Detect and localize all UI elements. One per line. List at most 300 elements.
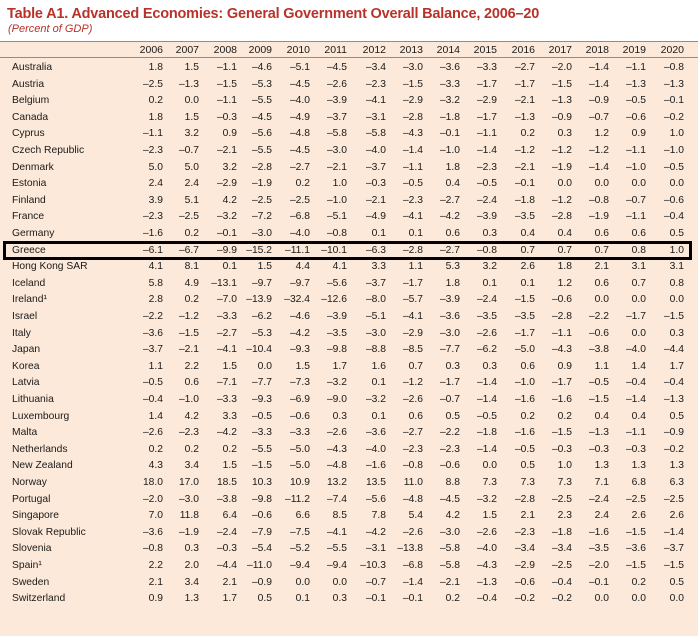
value-cell: –1.5 <box>178 327 199 339</box>
value-cell: –2.7 <box>514 62 535 73</box>
value-cell: –1.4 <box>625 394 646 405</box>
value-cell: –4.2 <box>289 327 310 339</box>
value-cell: –1.4 <box>588 62 609 73</box>
table-row <box>0 325 698 342</box>
value-cell: –1.0 <box>514 377 535 389</box>
value-cell: 3.9 <box>148 194 163 206</box>
value-cell: –3.0 <box>178 493 199 505</box>
value-cell: 3.2 <box>222 161 237 173</box>
value-cell: 1.5 <box>184 62 199 73</box>
value-cell: 10.9 <box>289 477 310 488</box>
value-cell: 0.5 <box>669 410 684 422</box>
value-cell: –2.7 <box>439 194 460 206</box>
value-cell: –0.7 <box>178 145 199 156</box>
value-cell: –2.1 <box>178 344 199 356</box>
table-row <box>0 308 698 325</box>
value-cell: –0.3 <box>216 543 237 555</box>
value-cell: –0.6 <box>289 410 310 422</box>
value-cell: 0.0 <box>594 178 609 190</box>
value-cell: –1.4 <box>588 78 609 90</box>
value-cell: –6.8 <box>289 211 310 223</box>
value-cell: –3.4 <box>365 62 386 73</box>
value-cell: –9.0 <box>326 394 347 405</box>
value-cell: –3.6 <box>439 62 460 73</box>
value-cell: –1.7 <box>402 277 423 289</box>
value-cell: 1.3 <box>184 593 199 605</box>
value-cell: 0.2 <box>631 576 646 588</box>
value-cell: –2.3 <box>142 211 163 223</box>
value-cell: –6.3 <box>365 244 386 256</box>
value-cell: –3.3 <box>216 394 237 405</box>
value-cell: 5.0 <box>148 161 163 173</box>
value-cell: 0.6 <box>184 377 199 389</box>
value-cell: –2.5 <box>289 194 310 206</box>
country-name: Portugal <box>12 493 51 505</box>
value-cell: 3.2 <box>184 128 199 140</box>
country-name: Belgium <box>12 95 50 107</box>
value-cell: 0.7 <box>557 244 572 256</box>
value-cell: –0.4 <box>142 394 163 405</box>
value-cell: 1.5 <box>184 111 199 123</box>
value-cell: –3.5 <box>476 311 497 322</box>
value-cell: 0.0 <box>257 360 272 372</box>
value-cell: –3.3 <box>289 427 310 439</box>
value-cell: –0.8 <box>588 194 609 206</box>
value-cell: –1.1 <box>625 62 646 73</box>
value-cell: –3.2 <box>216 211 237 223</box>
country-name: Iceland <box>12 277 46 289</box>
value-cell: 0.1 <box>295 593 310 605</box>
value-cell: –1.4 <box>663 526 684 538</box>
value-cell: 7.1 <box>594 477 609 488</box>
value-cell: –2.2 <box>439 427 460 439</box>
value-cell: –0.4 <box>625 377 646 389</box>
value-cell: –1.7 <box>476 111 497 123</box>
value-cell: 1.1 <box>148 360 163 372</box>
value-cell: –3.2 <box>365 394 386 405</box>
value-cell: –0.6 <box>625 111 646 123</box>
table-row <box>0 92 698 109</box>
value-cell: 1.1 <box>594 360 609 372</box>
value-cell: –1.5 <box>588 394 609 405</box>
value-cell: 8.1 <box>184 261 199 273</box>
value-cell: 0.3 <box>332 410 347 422</box>
value-cell: –1.3 <box>514 111 535 123</box>
value-cell: 3.2 <box>482 261 497 273</box>
value-cell: 5.3 <box>445 261 460 273</box>
value-cell: 3.3 <box>222 410 237 422</box>
value-cell: –2.5 <box>551 493 572 505</box>
value-cell: 0.3 <box>332 593 347 605</box>
value-cell: –2.7 <box>216 327 237 339</box>
table-row <box>0 142 698 159</box>
value-cell: –3.0 <box>365 327 386 339</box>
value-cell: –1.7 <box>551 377 572 389</box>
table-row <box>0 524 698 541</box>
value-cell: 1.6 <box>371 360 386 372</box>
value-cell: –7.7 <box>251 377 272 389</box>
country-name: Czech Republic <box>12 145 85 156</box>
value-cell: –2.6 <box>142 427 163 439</box>
value-cell: –2.3 <box>178 427 199 439</box>
value-cell: 2.1 <box>148 576 163 588</box>
value-cell: –4.3 <box>402 128 423 140</box>
value-cell: 0.1 <box>482 277 497 289</box>
value-cell: –3.3 <box>216 311 237 322</box>
value-cell: 0.2 <box>222 443 237 455</box>
value-cell: –8.0 <box>365 294 386 306</box>
country-name: Germany <box>12 228 55 239</box>
value-cell: 0.5 <box>669 228 684 239</box>
value-cell: –1.2 <box>551 145 572 156</box>
value-cell: 1.7 <box>332 360 347 372</box>
value-cell: 0.0 <box>557 178 572 190</box>
value-cell: –8.5 <box>402 344 423 356</box>
value-cell: –2.8 <box>551 211 572 223</box>
table-row <box>0 507 698 524</box>
value-cell: –2.9 <box>402 95 423 107</box>
value-cell: –1.9 <box>178 526 199 538</box>
value-cell: –1.2 <box>551 194 572 206</box>
value-cell: –1.1 <box>216 62 237 73</box>
year-header-cell: 2008 <box>213 44 237 56</box>
value-cell: –0.5 <box>476 410 497 422</box>
value-cell: –1.0 <box>439 145 460 156</box>
value-cell: –0.5 <box>251 410 272 422</box>
value-cell: 13.2 <box>326 477 347 488</box>
value-cell: –3.9 <box>326 311 347 322</box>
country-name: Lithuania <box>12 394 54 405</box>
value-cell: –0.3 <box>551 443 572 455</box>
value-cell: –1.0 <box>625 161 646 173</box>
value-cell: –1.3 <box>625 78 646 90</box>
value-cell: –2.9 <box>476 95 497 107</box>
value-cell: 1.3 <box>631 460 646 472</box>
country-name: Ireland¹ <box>12 294 47 306</box>
value-cell: –1.1 <box>476 128 497 140</box>
value-cell: 0.4 <box>445 178 460 190</box>
value-cell: –13.9 <box>246 294 272 306</box>
value-cell: 4.3 <box>148 460 163 472</box>
value-cell: –1.7 <box>476 78 497 90</box>
value-cell: 0.6 <box>408 410 423 422</box>
value-cell: –2.1 <box>514 161 535 173</box>
value-cell: –0.1 <box>365 593 386 605</box>
value-cell: –1.6 <box>551 394 572 405</box>
value-cell: –1.5 <box>625 560 646 571</box>
value-cell: 1.5 <box>295 360 310 372</box>
table-title: Table A1. Advanced Economies: General Government Overall Balance, 2006–20 <box>7 6 540 22</box>
value-cell: 11.0 <box>403 477 423 488</box>
value-cell: –0.4 <box>663 211 684 223</box>
value-cell: –1.3 <box>588 427 609 439</box>
value-cell: –1.4 <box>476 145 497 156</box>
value-cell: –2.3 <box>439 443 460 455</box>
value-cell: –4.4 <box>663 344 684 356</box>
value-cell: –4.2 <box>365 526 386 538</box>
value-cell: –1.3 <box>663 78 684 90</box>
country-name: Canada <box>12 111 49 123</box>
value-cell: –2.5 <box>178 211 199 223</box>
value-cell: –0.3 <box>216 111 237 123</box>
table-row <box>0 491 698 508</box>
value-cell: 0.2 <box>520 410 535 422</box>
value-cell: 3.1 <box>669 261 684 273</box>
value-cell: –0.2 <box>663 443 684 455</box>
value-cell: –0.4 <box>476 593 497 605</box>
value-cell: –1.2 <box>588 145 609 156</box>
value-cell: 1.0 <box>669 244 684 256</box>
value-cell: –3.4 <box>514 543 535 555</box>
value-cell: –3.6 <box>625 543 646 555</box>
value-cell: 0.4 <box>594 410 609 422</box>
value-cell: –1.3 <box>178 78 199 90</box>
value-cell: 4.4 <box>295 261 310 273</box>
value-cell: –1.0 <box>326 194 347 206</box>
value-cell: 7.3 <box>482 477 497 488</box>
value-cell: –0.7 <box>439 394 460 405</box>
value-cell: –0.5 <box>625 95 646 107</box>
year-header-cell: 2016 <box>511 44 535 56</box>
value-cell: –1.2 <box>514 145 535 156</box>
value-cell: –4.3 <box>551 344 572 356</box>
value-cell: 0.0 <box>332 576 347 588</box>
value-cell: –4.5 <box>251 111 272 123</box>
value-cell: 0.2 <box>557 410 572 422</box>
value-cell: –4.0 <box>365 443 386 455</box>
table-row <box>0 76 698 93</box>
value-cell: –15.2 <box>246 244 272 256</box>
year-header-cell: 2011 <box>324 44 347 56</box>
value-cell: –3.6 <box>365 427 386 439</box>
value-cell: –1.2 <box>402 377 423 389</box>
table-row <box>0 125 698 142</box>
value-cell: –0.9 <box>551 111 572 123</box>
value-cell: –1.9 <box>251 178 272 190</box>
value-cell: 1.0 <box>332 178 347 190</box>
value-cell: –1.1 <box>142 128 163 140</box>
value-cell: –1.5 <box>251 460 272 472</box>
country-name: Italy <box>12 327 31 339</box>
value-cell: 0.1 <box>520 277 535 289</box>
year-header-cell: 2020 <box>660 44 684 56</box>
value-cell: –2.4 <box>476 194 497 206</box>
value-cell: –0.6 <box>588 327 609 339</box>
table-row <box>0 291 698 308</box>
country-name: Latvia <box>12 377 40 389</box>
value-cell: –4.0 <box>476 543 497 555</box>
value-cell: –2.1 <box>216 145 237 156</box>
value-cell: 4.2 <box>222 194 237 206</box>
value-cell: –0.1 <box>588 576 609 588</box>
year-header-cell: 2012 <box>362 44 386 56</box>
value-cell: –1.7 <box>514 78 535 90</box>
value-cell: –7.7 <box>439 344 460 356</box>
value-cell: –3.3 <box>251 427 272 439</box>
value-cell: –3.9 <box>476 211 497 223</box>
value-cell: –0.8 <box>402 460 423 472</box>
country-name: Denmark <box>12 161 54 173</box>
value-cell: –4.1 <box>365 95 386 107</box>
value-cell: –0.5 <box>402 178 423 190</box>
value-cell: –1.7 <box>514 327 535 339</box>
year-header-cell: 2019 <box>622 44 646 56</box>
country-name: Estonia <box>12 178 47 190</box>
value-cell: –10.1 <box>321 244 347 256</box>
value-cell: 0.9 <box>222 128 237 140</box>
value-cell: –5.4 <box>251 543 272 555</box>
data-table <box>0 41 698 636</box>
value-cell: –0.8 <box>142 543 163 555</box>
value-cell: 0.5 <box>520 460 535 472</box>
value-cell: –2.0 <box>588 560 609 571</box>
value-cell: –5.5 <box>251 443 272 455</box>
value-cell: –6.9 <box>289 394 310 405</box>
value-cell: –3.0 <box>439 327 460 339</box>
value-cell: –2.6 <box>326 78 347 90</box>
value-cell: –4.0 <box>289 95 310 107</box>
value-cell: –12.6 <box>321 294 347 306</box>
value-cell: 1.0 <box>557 460 572 472</box>
value-cell: 0.2 <box>148 443 163 455</box>
table-row <box>0 59 698 76</box>
value-cell: –7.0 <box>216 294 237 306</box>
value-cell: –1.5 <box>551 427 572 439</box>
value-cell: 4.1 <box>332 261 347 273</box>
table-row <box>0 590 698 607</box>
value-cell: –0.3 <box>588 443 609 455</box>
country-name: Finland <box>12 194 46 206</box>
value-cell: –1.1 <box>402 161 423 173</box>
country-name: Switzerland <box>12 593 66 605</box>
value-cell: –1.7 <box>625 311 646 322</box>
table-row <box>0 258 698 275</box>
table-row <box>0 208 698 225</box>
value-cell: 0.9 <box>631 128 646 140</box>
value-cell: –2.3 <box>514 526 535 538</box>
table-row <box>0 557 698 574</box>
value-cell: –5.6 <box>326 277 347 289</box>
value-cell: –9.3 <box>289 344 310 356</box>
value-cell: –5.3 <box>251 78 272 90</box>
value-cell: 1.2 <box>594 128 609 140</box>
value-cell: 5.4 <box>408 510 423 522</box>
value-cell: 0.7 <box>520 244 535 256</box>
value-cell: –1.1 <box>625 145 646 156</box>
value-cell: 0.2 <box>184 294 199 306</box>
value-cell: –0.4 <box>663 377 684 389</box>
value-cell: –2.5 <box>251 194 272 206</box>
value-cell: –0.7 <box>365 576 386 588</box>
value-cell: –5.8 <box>439 543 460 555</box>
value-cell: –2.7 <box>439 244 460 256</box>
value-cell: –3.2 <box>326 377 347 389</box>
value-cell: –2.2 <box>142 311 163 322</box>
value-cell: –4.1 <box>326 526 347 538</box>
value-cell: 0.6 <box>594 277 609 289</box>
value-cell: 2.4 <box>594 510 609 522</box>
value-cell: 2.6 <box>669 510 684 522</box>
value-cell: –1.6 <box>514 427 535 439</box>
value-cell: –1.5 <box>663 560 684 571</box>
value-cell: 4.2 <box>184 410 199 422</box>
value-cell: 1.8 <box>148 111 163 123</box>
value-cell: –1.8 <box>514 194 535 206</box>
value-cell: 0.6 <box>631 228 646 239</box>
value-cell: –4.6 <box>251 62 272 73</box>
value-cell: –3.4 <box>551 543 572 555</box>
value-cell: –6.7 <box>178 244 199 256</box>
value-cell: –5.1 <box>365 311 386 322</box>
value-cell: –9.7 <box>251 277 272 289</box>
value-cell: –4.2 <box>216 427 237 439</box>
value-cell: –3.6 <box>142 526 163 538</box>
value-cell: –0.1 <box>402 593 423 605</box>
value-cell: –5.3 <box>251 327 272 339</box>
year-header-cell: 2013 <box>399 44 423 56</box>
value-cell: –4.1 <box>402 211 423 223</box>
value-cell: –5.8 <box>365 128 386 140</box>
table-subtitle: (Percent of GDP) <box>8 23 93 35</box>
value-cell: –11.0 <box>246 560 272 571</box>
table-row <box>0 457 698 474</box>
value-cell: –0.6 <box>251 510 272 522</box>
value-cell: 1.7 <box>669 360 684 372</box>
country-name: Singapore <box>12 510 59 522</box>
value-cell: –0.9 <box>663 427 684 439</box>
value-cell: –9.8 <box>251 493 272 505</box>
value-cell: 0.0 <box>295 576 310 588</box>
value-cell: 0.0 <box>631 327 646 339</box>
country-name: Sweden <box>12 576 50 588</box>
year-header-row <box>0 41 698 58</box>
value-cell: 0.0 <box>631 294 646 306</box>
table-row <box>0 408 698 425</box>
table-row <box>0 159 698 176</box>
value-cell: –2.6 <box>402 526 423 538</box>
value-cell: 3.1 <box>631 261 646 273</box>
value-cell: 0.1 <box>408 228 423 239</box>
table-row <box>0 242 698 259</box>
value-cell: –1.1 <box>625 427 646 439</box>
value-cell: –9.4 <box>289 560 310 571</box>
value-cell: –1.3 <box>476 576 497 588</box>
value-cell: –2.6 <box>402 394 423 405</box>
value-cell: –13.1 <box>211 277 237 289</box>
year-header-cell: 2006 <box>139 44 163 56</box>
table-row <box>0 424 698 441</box>
year-header-cell: 2009 <box>248 44 272 56</box>
value-cell: 8.5 <box>332 510 347 522</box>
table-row <box>0 441 698 458</box>
value-cell: –1.1 <box>551 327 572 339</box>
value-cell: 0.7 <box>594 244 609 256</box>
value-cell: –11.1 <box>284 244 310 256</box>
country-name: France <box>12 211 45 223</box>
value-cell: 1.7 <box>222 593 237 605</box>
value-cell: –3.9 <box>326 95 347 107</box>
value-cell: –1.1 <box>625 211 646 223</box>
value-cell: –1.6 <box>142 228 163 239</box>
value-cell: 0.7 <box>631 277 646 289</box>
value-cell: 6.8 <box>631 477 646 488</box>
value-cell: 2.3 <box>557 510 572 522</box>
value-cell: –7.9 <box>251 526 272 538</box>
value-cell: –1.4 <box>476 394 497 405</box>
value-cell: –0.5 <box>514 443 535 455</box>
value-cell: 13.5 <box>365 477 386 488</box>
year-header-cell: 2017 <box>548 44 572 56</box>
